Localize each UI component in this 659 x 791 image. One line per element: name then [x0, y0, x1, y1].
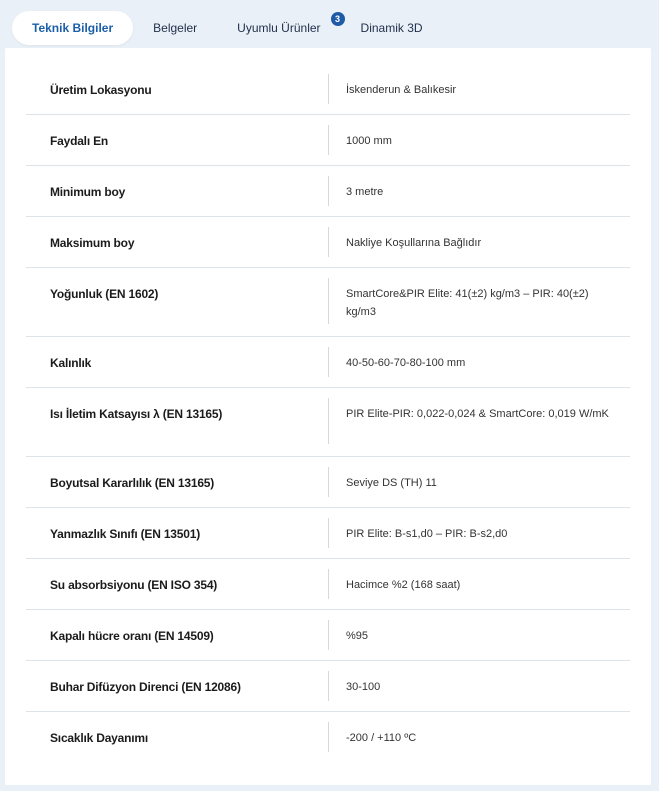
- spec-label: Isı İletim Katsayısı λ (EN 13165): [50, 407, 223, 421]
- spec-label: Yoğunluk (EN 1602): [50, 287, 159, 301]
- tab-uyumlu-urunler[interactable]: [217, 11, 346, 45]
- spec-label: Boyutsal Kararlılık (EN 13165): [50, 476, 215, 490]
- spec-value: PIR Elite-PIR: 0,022-0,024 & SmartCore: 0,019 W/mK: [346, 408, 609, 420]
- specs-table: [26, 64, 630, 762]
- column-divider: [328, 398, 329, 444]
- spec-value: 1000 mm: [346, 135, 392, 147]
- spec-label: Üretim Lokasyonu: [50, 83, 152, 97]
- column-divider: [328, 125, 329, 155]
- spec-row-buhar-difuzyon: [26, 661, 630, 712]
- spec-label: Yanmazlık Sınıfı (EN 13501): [50, 527, 200, 541]
- column-divider: [328, 227, 329, 257]
- tab-bar: [12, 10, 443, 46]
- spec-value: 3 metre: [346, 186, 384, 198]
- column-divider: [328, 518, 329, 548]
- spec-label: Sıcaklık Dayanımı: [50, 731, 148, 745]
- column-divider: [328, 74, 329, 104]
- spec-value: PIR Elite: B-s1,d0 – PIR: B-s2,d0: [346, 528, 508, 540]
- spec-value: 30-100: [346, 681, 381, 693]
- column-divider: [328, 278, 329, 324]
- spec-value: Hacimce %2 (168 saat): [346, 579, 461, 591]
- spec-row-kalinlik: [26, 337, 630, 388]
- tab-label: Dinamik 3D: [360, 21, 423, 35]
- spec-row-yanmazlik-sinifi: [26, 508, 630, 559]
- tab-dinamik-3d[interactable]: [347, 11, 443, 45]
- spec-row-su-absorbsiyonu: [26, 559, 630, 610]
- spec-value: 40-50-60-70-80-100 mm: [346, 357, 466, 369]
- tab-label: Belgeler: [153, 21, 198, 35]
- spec-row-boyutsal-kararlilik: [26, 457, 630, 508]
- spec-value: SmartCore&PIR Elite: 41(±2) kg/m3 – PIR: 40(±2) kg/m3: [346, 288, 589, 318]
- tab-label: Uyumlu Ürünler: [237, 21, 321, 35]
- spec-label: Kapalı hücre oranı (EN 14509): [50, 629, 214, 643]
- spec-value: Nakliye Koşullarına Bağlıdır: [346, 237, 482, 249]
- tab-belgeler[interactable]: [133, 11, 217, 45]
- spec-value: Seviye DS (TH) 11: [346, 477, 437, 489]
- spec-row-faydali-en: [26, 115, 630, 166]
- spec-row-kapali-hucre-orani: [26, 610, 630, 661]
- spec-value: -200 / +110 ºC: [346, 732, 417, 744]
- spec-value: İskenderun & Balıkesir: [346, 84, 457, 96]
- spec-row-minimum-boy: [26, 166, 630, 217]
- specs-panel: [5, 48, 651, 785]
- spec-label: Buhar Difüzyon Direnci (EN 12086): [50, 680, 241, 694]
- tab-label: Teknik Bilgiler: [32, 21, 114, 35]
- column-divider: [328, 722, 329, 752]
- column-divider: [328, 671, 329, 701]
- spec-label: Minimum boy: [50, 185, 126, 199]
- spec-label: Su absorbsiyonu (EN ISO 354): [50, 578, 218, 592]
- column-divider: [328, 347, 329, 377]
- spec-row-sicaklik-dayanimi: [26, 712, 630, 762]
- column-divider: [328, 467, 329, 497]
- spec-label: Faydalı En: [50, 134, 109, 148]
- spec-label: Kalınlık: [50, 356, 92, 370]
- tab-teknik-bilgiler[interactable]: [12, 11, 133, 45]
- count-badge: 3: [331, 12, 345, 26]
- spec-row-isi-iletim: [26, 388, 630, 457]
- column-divider: [328, 569, 329, 599]
- spec-row-uretim-lokasyonu: [26, 64, 630, 115]
- column-divider: [328, 620, 329, 650]
- spec-row-maksimum-boy: [26, 217, 630, 268]
- spec-label: Maksimum boy: [50, 236, 135, 250]
- spec-row-yogunluk: [26, 268, 630, 337]
- spec-value: %95: [346, 630, 369, 642]
- column-divider: [328, 176, 329, 206]
